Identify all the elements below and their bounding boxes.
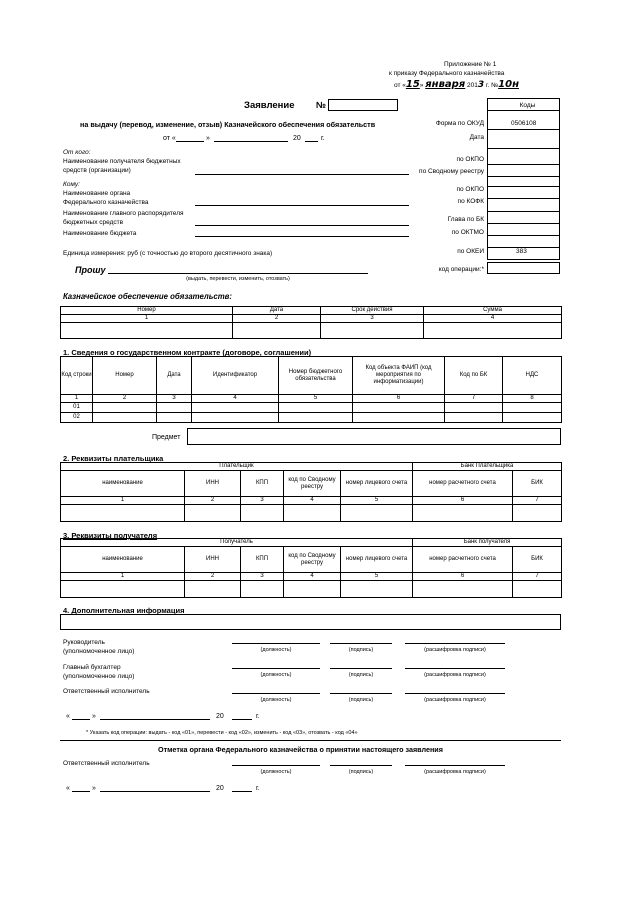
sign-date-g: г. [256,713,260,720]
kazna-col-term: Срок действия [321,307,424,315]
subject-label: Предмет [152,434,181,441]
sign-date-year: 20 [216,713,224,720]
form-number-label: № [316,100,327,110]
head-decoding-hint: (расшифровка подписи) [424,647,486,653]
responsible-position-hint: (должность) [260,697,292,703]
organ-label-2: Федерального казначейства [63,199,149,206]
recipient-num: 5 [341,573,413,581]
codes-divider [487,129,560,130]
accountant-label-1: Главный бухгалтер [63,664,121,671]
recipient-col-kpp: КПП [241,547,284,573]
contract-cell[interactable] [157,403,192,413]
kazna-col-date: Дата [233,307,321,315]
okpo-label-2: по ОКПО [456,186,484,193]
payer-col-name: наименование [61,471,185,497]
contract-cell[interactable] [93,413,157,423]
treasury-position-field[interactable] [232,765,320,766]
appendix-year-post: г. № [485,82,499,89]
payer-cell[interactable] [61,505,185,522]
contract-row-code: 02 [61,413,93,423]
appendix-from: от « [394,82,406,89]
recipient-col-bik: БИК [513,547,562,573]
accountant-signature-field[interactable] [330,668,392,669]
sign-date-open: « [66,713,70,720]
kazna-col-number: Номер [61,307,233,315]
op-code-label: код операции:* [438,266,484,273]
codes-label: Коды [519,102,536,109]
appendix-number: 10н [498,79,519,90]
appendix-mid: » [419,82,424,89]
contract-num: 3 [157,395,192,403]
organ-field[interactable] [195,205,409,206]
additional-info-field[interactable] [60,614,561,630]
recipient-cell[interactable] [185,581,241,598]
form-number-field[interactable] [328,99,398,111]
treasury-date-day-field[interactable] [72,791,90,792]
codes-divider [487,110,560,111]
payer-col-inn: ИНН [185,471,241,497]
recipient-num: 4 [284,573,341,581]
payer-col-bik: БИК [513,471,562,497]
responsible-signature-hint: (подпись) [348,697,374,703]
recipient-col-account: номер лицевого счета [341,547,413,573]
accountant-label-2: (уполномоченное лицо) [63,673,135,680]
treasury-date-year: 20 [216,785,224,792]
appendix-year-digit: 3 [477,80,485,90]
accountant-position-hint: (должность) [260,672,292,678]
appendix-line2: к приказу Федерального казначейства [389,70,505,77]
contract-col-id: Идентификатор [192,357,279,395]
contract-num: 2 [93,395,157,403]
treasury-decoding-field[interactable] [405,765,505,766]
payer-cell[interactable] [241,505,284,522]
sign-date-day-field[interactable] [72,719,90,720]
treasury-decoding-hint: (расшифровка подписи) [424,769,486,775]
treasury-signature-field[interactable] [330,765,392,766]
section3-title: 3. Реквизиты получателя [63,531,158,540]
payer-num: 6 [413,497,513,505]
sign-date-year-field[interactable] [232,719,252,720]
op-code-field[interactable] [487,262,560,274]
treasury-date-open: « [66,785,70,792]
recipient-num: 6 [413,573,513,581]
payer-num: 3 [241,497,284,505]
contract-col-budget-obligation: Номер бюджетного обязательства [279,357,353,395]
svod-label: по Сводному реестру [419,168,484,175]
treasury-title: Отметка органа Федерального казначейства о принятии настоящего заявления [158,745,443,754]
kazna-title: Казначейское обеспечение обязательств: [63,292,232,301]
recipient-label-2: средств (организации) [63,167,131,174]
recipient-bank-group: Банк получателя [413,539,562,547]
footnote: * Указать код операции: выдать - код «01», перевести - код «02», изменить - код «03», отозвать - код «04» [86,730,358,736]
oktmo-label: по ОКТМО [451,229,484,236]
accountant-signature-hint: (подпись) [348,672,374,678]
payer-bank-group: Банк Плательщика [413,463,562,471]
head-label-1: Руководитель [63,639,105,646]
contract-num: 6 [353,395,445,403]
request-label: Прошу [75,265,106,275]
appendix-day: 15 [405,79,420,90]
kazna-num: 1 [61,315,233,323]
okei-value: 383 [516,248,527,255]
contract-row-code: 01 [61,403,93,413]
treasury-date-g: г. [256,785,260,792]
contract-cell[interactable] [353,413,445,423]
recipient-num: 1 [61,573,185,581]
head-label-2: (уполномоченное лицо) [63,648,135,655]
kazna-cell-term[interactable] [321,323,424,339]
payer-group: Плательщик [61,463,413,471]
contract-cell[interactable] [192,403,279,413]
codes-divider [487,235,560,236]
appendix-date [394,79,519,90]
contract-cell[interactable] [93,403,157,413]
recipient-cell[interactable] [61,581,185,598]
contract-num: 4 [192,395,279,403]
contract-col-bk: Код по БК [445,357,503,395]
contract-num: 7 [445,395,503,403]
payer-cell[interactable] [185,505,241,522]
okei-label: по ОКЕИ [457,248,484,255]
payer-table [60,462,562,522]
accountant-decoding-field[interactable] [405,668,505,669]
payer-num: 1 [61,497,185,505]
payer-cell[interactable] [341,505,413,522]
request-field[interactable] [108,273,368,274]
responsible-decoding-hint: (расшифровка подписи) [424,697,486,703]
okpo-label-1: по ОКПО [456,156,484,163]
contract-num: 1 [61,395,93,403]
treasury-date-month-field[interactable] [100,791,210,792]
section4-title: 4. Дополнительная информация [63,606,185,615]
form-date-mid: » [206,135,210,142]
appendix-month: января [425,79,466,90]
treasury-date-year-field[interactable] [232,791,252,792]
to-label: Кому: [63,181,80,188]
contract-col-code: Код строки [61,357,93,395]
appendix-line1: Приложение № 1 [444,61,497,68]
payer-col-account: номер лицевого счета [341,471,413,497]
main-distributor-field[interactable] [195,225,409,226]
head-position-field[interactable] [232,643,320,644]
sign-date-close: » [92,713,96,720]
recipient-col-inn: ИНН [185,547,241,573]
recipient-field[interactable] [195,174,409,175]
recipient-cell[interactable] [513,581,562,598]
recipient-col-settlement: номер расчетного счета [413,547,513,573]
contract-col-vat: НДС [503,357,562,395]
kazna-cell-number[interactable] [61,323,233,339]
codes-divider [487,223,560,224]
form-date-year-field[interactable] [305,141,318,142]
budget-label: Наименование бюджета [63,230,137,237]
recipient-col-svod: код по Сводному реестру [284,547,341,573]
okud-value: 0506108 [511,120,537,127]
codes-divider [487,164,560,165]
contract-cell[interactable] [503,403,562,413]
treasury-position-hint: (должность) [260,769,292,775]
date-code-label: Дата [469,134,484,141]
treasury-signature-hint: (подпись) [348,769,374,775]
okud-label: Форма по ОКУД [435,120,484,127]
organ-label-1: Наименование органа [63,190,131,197]
codes-divider [487,148,560,149]
kazna-num: 3 [321,315,424,323]
section1-title: 1. Сведения о государственном контракте (договоре, соглашении) [63,348,312,357]
budget-field[interactable] [195,236,409,237]
treasury-separator [60,740,561,741]
accountant-decoding-hint: (расшифровка подписи) [424,672,486,678]
responsible-position-field[interactable] [232,693,320,694]
payer-num: 4 [284,497,341,505]
kazna-cell-sum[interactable] [424,323,562,339]
payer-col-svod: код по Сводному реестру [284,471,341,497]
payer-num: 5 [341,497,413,505]
payer-col-kpp: КПП [241,471,284,497]
codes-divider [487,176,560,177]
contract-cell[interactable] [279,403,353,413]
sign-date-month-field[interactable] [100,719,210,720]
accountant-position-field[interactable] [232,668,320,669]
recipient-num: 3 [241,573,284,581]
recipient-label-1: Наименование получателя бюджетных [63,158,181,165]
recipient-cell[interactable] [241,581,284,598]
form-subtitle: на выдачу (перевод, изменение, отзыв) Казначейского обеспечения обязательств [80,120,376,129]
payer-cell[interactable] [413,505,513,522]
payer-col-settlement: номер расчетного счета [413,471,513,497]
recipient-col-name: наименование [61,547,185,573]
contract-table [60,356,562,423]
from-label: От кого: [63,149,91,156]
glava-label: Глава по БК [447,216,484,223]
contract-col-date: Дата [157,357,192,395]
payer-cell[interactable] [284,505,341,522]
recipient-cell[interactable] [284,581,341,598]
recipient-num: 7 [513,573,562,581]
contract-cell[interactable] [445,413,503,423]
responsible-label: Ответственный исполнитель [63,688,150,695]
form-title: Заявление [244,100,295,111]
form-date-year-prefix: 20 [293,135,301,142]
recipient-table [60,538,562,598]
contract-cell[interactable] [192,413,279,423]
unit-label: Единица измерения: руб (с точностью до второго десятичного знака) [63,250,273,257]
treasury-date-close: » [92,785,96,792]
contract-col-number: Номер [93,357,157,395]
kazna-num: 4 [424,315,562,323]
form-date-from: от « [163,135,176,142]
kazna-col-sum: Сумма [424,307,562,315]
codes-divider [487,198,560,199]
kazna-num: 2 [233,315,321,323]
contract-cell[interactable] [503,413,562,423]
head-signature-hint: (подпись) [348,647,374,653]
main-distributor-label-2: бюджетных средств [63,219,124,226]
payer-cell[interactable] [513,505,562,522]
payer-num: 7 [513,497,562,505]
form-date-g: г. [321,135,325,142]
contract-cell[interactable] [157,413,192,423]
request-hint: (выдать, перевести, изменить, отозвать) [186,276,290,282]
form-date-day-field[interactable] [176,141,204,142]
codes-divider [487,211,560,212]
head-signature-field[interactable] [330,643,392,644]
form-date-month-field[interactable] [214,141,288,142]
responsible-signature-field[interactable] [330,693,392,694]
recipient-cell[interactable] [341,581,413,598]
kazna-cell-date[interactable] [233,323,321,339]
contract-cell[interactable] [279,413,353,423]
appendix-year-pre: 201 [467,82,478,89]
contract-cell[interactable] [445,403,503,413]
responsible-decoding-field[interactable] [405,693,505,694]
contract-col-faip: Код объекта ФАИП (код мероприятия по информатизации) [353,357,445,395]
recipient-cell[interactable] [413,581,513,598]
recipient-group: Получатель [61,539,413,547]
contract-cell[interactable] [353,403,445,413]
treasury-responsible-label: Ответственный исполнитель [63,760,150,767]
codes-divider [487,186,560,187]
contract-num: 8 [503,395,562,403]
recipient-num: 2 [185,573,241,581]
contract-num: 5 [279,395,353,403]
head-position-hint: (должность) [260,647,292,653]
kazna-table [60,306,562,339]
kofk-label: по КОФК [457,198,484,205]
main-distributor-label-1: Наименование главного распорядителя [63,210,184,217]
payer-num: 2 [185,497,241,505]
section2-title: 2. Реквизиты плательщика [63,454,164,463]
subject-field[interactable] [187,428,561,445]
head-decoding-field[interactable] [405,643,505,644]
